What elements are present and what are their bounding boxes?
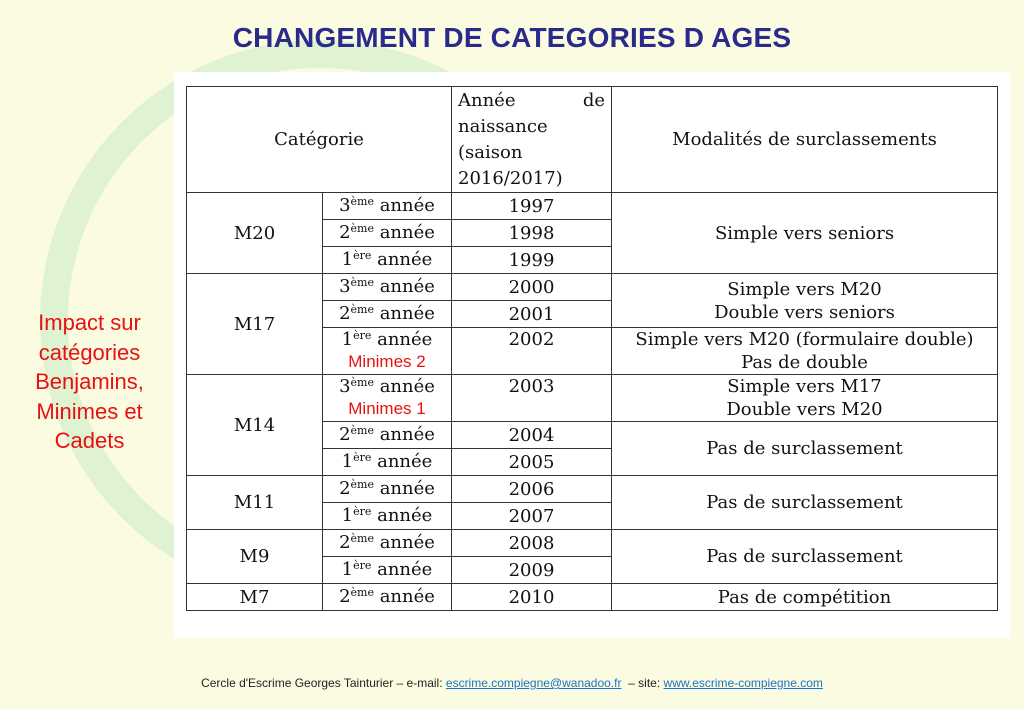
side-note — [22, 308, 157, 456]
birth-year-cell: 2003 — [452, 375, 612, 422]
upgrade-line: Simple vers M20 — [727, 278, 882, 300]
upgrade-cell — [612, 193, 998, 274]
upgrade-line: Pas de surclassement — [706, 438, 903, 459]
year-level-number: 1 — [341, 450, 354, 472]
footer-text-site-label: – site: — [621, 676, 664, 690]
header-birth-word: Année — [458, 89, 516, 111]
year-level-number: 1 — [341, 329, 354, 350]
birth-year-cell: 2004 — [452, 422, 612, 449]
side-note-line: Cadets — [54, 428, 125, 453]
birth-year-cell: 1997 — [452, 193, 612, 220]
year-level-suffix: année — [379, 275, 435, 297]
year-level-exponent: ème — [350, 194, 374, 208]
category-cell: M9 — [187, 530, 323, 584]
table-row — [187, 375, 998, 422]
minimes-note: Minimes 1 — [348, 399, 426, 418]
year-level-exponent: ème — [350, 531, 374, 545]
upgrade-cell — [612, 422, 998, 476]
year-level-exponent: ère — [353, 504, 372, 518]
year-level-cell — [323, 584, 452, 611]
year-level-cell — [323, 220, 452, 247]
category-cell: M17 — [187, 274, 323, 375]
year-level-number: 2 — [339, 477, 351, 499]
year-level-exponent: ème — [350, 477, 374, 491]
year-level-exponent: ème — [350, 423, 374, 437]
year-level-cell — [323, 247, 452, 274]
year-level-number: 2 — [339, 531, 351, 553]
year-level-exponent: ème — [350, 302, 374, 316]
year-level-number: 2 — [339, 302, 351, 324]
year-level-number: 1 — [341, 504, 354, 526]
birth-year-cell: 2005 — [452, 449, 612, 476]
year-level-cell — [323, 375, 452, 422]
side-note-line: Minimes et — [36, 398, 143, 424]
year-level-suffix: année — [379, 423, 435, 445]
header-category: Catégorie — [187, 87, 452, 193]
year-level-exponent: ère — [353, 558, 372, 572]
header-birth-word: (saison — [458, 141, 523, 163]
year-level-number: 3 — [339, 194, 351, 216]
year-level-exponent: ème — [350, 585, 374, 599]
upgrade-line: Simple vers seniors — [714, 222, 895, 244]
year-level-exponent: ème — [350, 275, 374, 289]
category-cell: M7 — [187, 584, 323, 611]
upgrade-line: Pas de compétition — [717, 586, 892, 608]
year-level-exponent: ère — [353, 248, 372, 262]
table-row — [187, 193, 998, 220]
year-level-suffix: année — [377, 329, 433, 350]
year-level-number: 3 — [339, 275, 351, 297]
minimes-note: Minimes 2 — [348, 352, 426, 371]
category-cell: M11 — [187, 476, 323, 530]
upgrade-line: Simple vers M20 (formulaire double) — [635, 329, 974, 350]
year-level-suffix: année — [379, 477, 435, 499]
year-level-suffix: année — [379, 531, 435, 553]
birth-year-cell: 2000 — [452, 274, 612, 301]
upgrade-cell — [612, 328, 998, 375]
year-level-suffix: année — [377, 504, 433, 526]
year-level-cell — [323, 503, 452, 530]
birth-year-cell: 1999 — [452, 247, 612, 274]
table-row — [187, 584, 998, 611]
birth-year-cell: 2006 — [452, 476, 612, 503]
year-level-suffix: année — [379, 585, 435, 607]
year-level-exponent: ème — [350, 376, 374, 389]
birth-year-cell: 1998 — [452, 220, 612, 247]
year-level-cell — [323, 422, 452, 449]
year-level-cell — [323, 328, 452, 375]
slide-title: CHANGEMENT DE CATEGORIES D AGES — [232, 22, 792, 53]
birth-year-cell: 2010 — [452, 584, 612, 611]
year-level-number: 2 — [339, 221, 351, 243]
year-level-cell — [323, 274, 452, 301]
year-level-suffix: année — [377, 248, 433, 270]
header-birth-year — [452, 87, 612, 193]
header-birth-word: naissance — [458, 115, 548, 137]
birth-year-cell: 2001 — [452, 301, 612, 328]
table-row — [187, 274, 998, 301]
year-level-suffix: année — [379, 302, 435, 324]
year-level-suffix: année — [379, 194, 435, 216]
footer-email-link[interactable]: escrime.compiegne@wanadoo.fr — [445, 676, 622, 690]
year-level-number: 1 — [341, 248, 354, 270]
table-row — [187, 530, 998, 557]
birth-year-cell: 2009 — [452, 557, 612, 584]
side-note-line: catégories — [38, 339, 141, 365]
upgrade-line: Pas de surclassement — [706, 492, 903, 513]
year-level-number: 1 — [341, 558, 354, 580]
year-level-cell — [323, 449, 452, 476]
year-level-cell — [323, 476, 452, 503]
table-body — [187, 193, 998, 611]
age-category-table — [186, 86, 998, 611]
upgrade-line: Pas de double — [741, 352, 868, 373]
year-level-suffix: année — [379, 221, 435, 243]
upgrade-line: Pas de surclassement — [706, 546, 903, 567]
header-birth-word: de — [582, 89, 605, 111]
upgrade-line: Double vers M20 — [726, 399, 883, 420]
upgrade-line: Double vers seniors — [714, 301, 895, 323]
upgrade-cell — [612, 274, 998, 328]
header-birth-word: 2016/2017) — [458, 167, 563, 189]
footer — [0, 676, 1024, 690]
year-level-cell — [323, 557, 452, 584]
year-level-exponent: ère — [353, 450, 372, 464]
side-note-line: Impact sur — [38, 310, 141, 335]
table-row — [187, 476, 998, 503]
year-level-number: 3 — [339, 376, 351, 397]
birth-year-cell: 2007 — [452, 503, 612, 530]
header-upgrade: Modalités de surclassements — [612, 87, 998, 193]
footer-text: Cercle d'Escrime Georges Tainturier – e-mail: — [201, 676, 446, 690]
year-level-suffix: année — [379, 376, 435, 397]
category-cell: M20 — [187, 193, 323, 274]
upgrade-cell — [612, 530, 998, 584]
upgrade-line: Simple vers M17 — [727, 376, 882, 397]
year-level-number: 2 — [339, 585, 351, 607]
birth-year-cell: 2008 — [452, 530, 612, 557]
year-level-number: 2 — [339, 423, 351, 445]
year-level-suffix: année — [377, 558, 433, 580]
side-note-line: Benjamins, — [35, 369, 144, 394]
year-level-exponent: ème — [350, 221, 374, 235]
year-level-suffix: année — [377, 450, 433, 472]
year-level-cell — [323, 530, 452, 557]
upgrade-cell — [612, 584, 998, 611]
footer-site-link[interactable]: www.escrime-compiegne.com — [663, 676, 823, 690]
upgrade-cell — [612, 476, 998, 530]
year-level-cell — [323, 193, 452, 220]
year-level-exponent: ère — [353, 329, 372, 342]
category-cell: M14 — [187, 375, 323, 476]
birth-year-cell: 2002 — [452, 328, 612, 375]
year-level-cell — [323, 301, 452, 328]
table-header-row — [187, 87, 998, 193]
upgrade-cell — [612, 375, 998, 422]
